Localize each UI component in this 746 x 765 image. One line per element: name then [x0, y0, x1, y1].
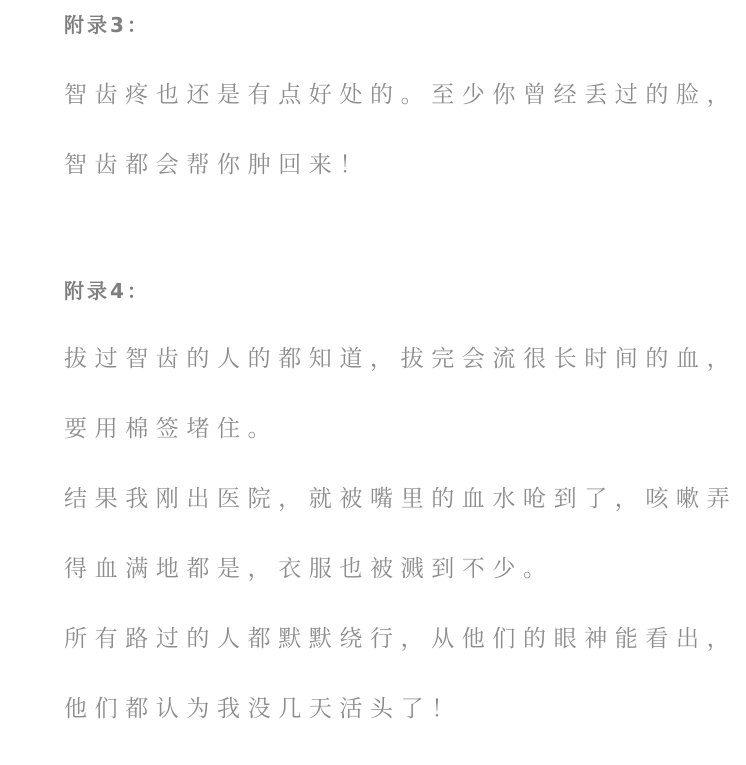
- paragraph-line: 他们都认为我没几天活头了！: [64, 696, 462, 722]
- paragraph-line: 智齿都会帮你肿回来！: [64, 152, 370, 178]
- section-heading-appendix-3: 附录3：: [64, 13, 150, 37]
- paragraph-line: 所有路过的人都默默绕行，从他们的眼神能看出，: [64, 626, 738, 652]
- paragraph-line: 得血满地都是，衣服也被溅到不少。: [64, 556, 554, 582]
- section-heading-appendix-4: 附录4：: [64, 279, 150, 303]
- paragraph-line: 智齿疼也还是有点好处的。至少你曾经丢过的脸，: [64, 82, 738, 108]
- paragraph-line: 结果我刚出医院，就被嘴里的血水呛到了，咳嗽弄: [64, 486, 738, 512]
- paragraph-line: 拔过智齿的人的都知道，拔完会流很长时间的血，: [64, 346, 738, 372]
- paragraph-line: 要用棉签堵住。: [64, 416, 279, 442]
